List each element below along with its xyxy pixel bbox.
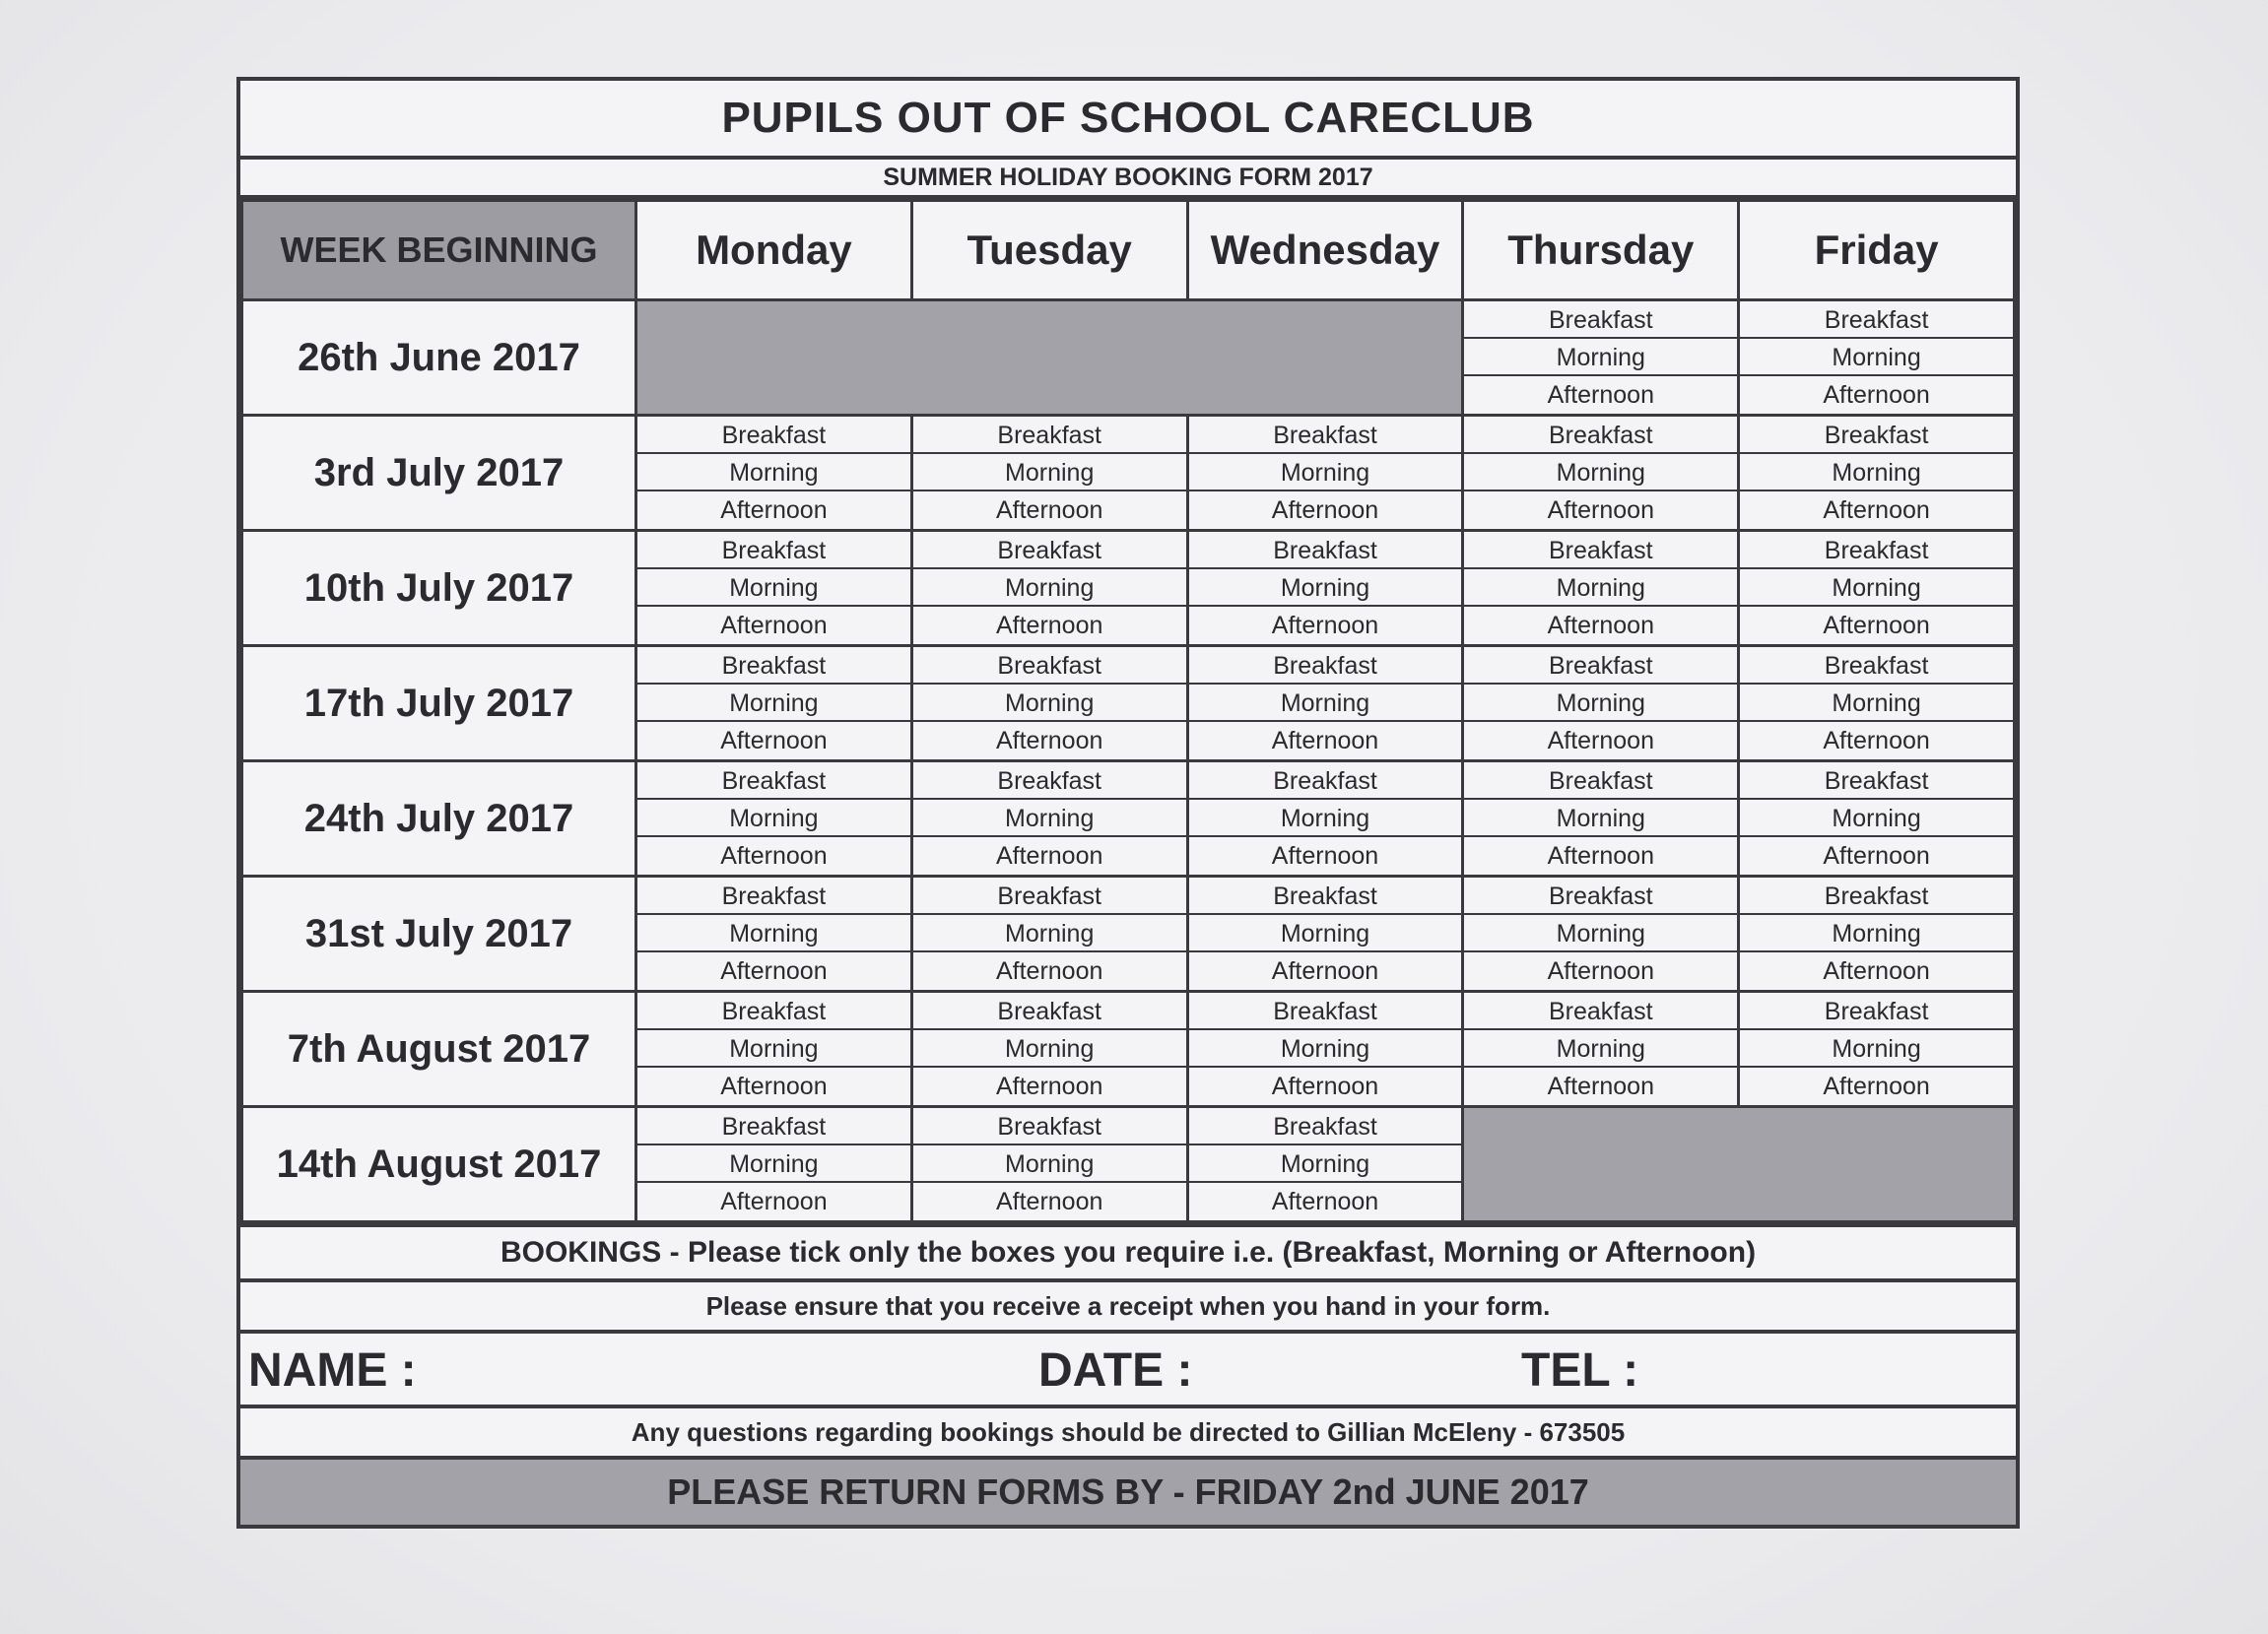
slot-breakfast-box[interactable]: Breakfast xyxy=(1464,301,1737,339)
day-slots-friday xyxy=(1739,300,2015,416)
form-subtitle: SUMMER HOLIDAY BOOKING FORM 2017 xyxy=(240,160,2016,199)
slot-morning-box[interactable]: Morning xyxy=(637,1030,910,1068)
slot-morning-box[interactable]: Morning xyxy=(1740,1030,2013,1068)
slot-breakfast-box[interactable]: Breakfast xyxy=(637,878,910,915)
week-label: 10th July 2017 xyxy=(242,531,636,646)
day-slots-wednesday xyxy=(1187,1107,1463,1222)
slot-afternoon-box[interactable]: Afternoon xyxy=(720,612,828,639)
week-row xyxy=(242,992,2015,1107)
day-slots-monday xyxy=(636,877,912,992)
day-slots-friday xyxy=(1739,416,2015,531)
slot-morning-box[interactable]: Morning xyxy=(1464,569,1737,607)
slot-afternoon-box[interactable]: Afternoon xyxy=(1547,957,1654,985)
slot-breakfast-box[interactable]: Breakfast xyxy=(913,532,1186,569)
slot-morning-box[interactable]: Morning xyxy=(1189,800,1462,837)
slot-breakfast-box[interactable]: Breakfast xyxy=(637,762,910,800)
slot-morning-box[interactable]: Morning xyxy=(1740,915,2013,952)
slot-morning-box[interactable]: Morning xyxy=(1740,569,2013,607)
slot-afternoon-box[interactable]: Afternoon xyxy=(1271,1073,1379,1100)
slot-morning-box[interactable]: Morning xyxy=(1740,454,2013,491)
slot-afternoon-box[interactable]: Afternoon xyxy=(1547,496,1654,524)
day-slots-friday xyxy=(1739,992,2015,1107)
slot-breakfast-box[interactable]: Breakfast xyxy=(1740,417,2013,454)
week-row xyxy=(242,761,2015,877)
day-slots-monday xyxy=(636,1107,912,1222)
slot-breakfast-box[interactable]: Breakfast xyxy=(913,647,1186,685)
day-slots-friday xyxy=(1739,761,2015,877)
slot-afternoon-box[interactable]: Afternoon xyxy=(1547,842,1654,870)
slot-morning-box[interactable]: Morning xyxy=(1189,1145,1462,1183)
slot-breakfast-box[interactable]: Breakfast xyxy=(1740,647,2013,685)
slot-morning-box[interactable]: Morning xyxy=(637,800,910,837)
slot-afternoon-box[interactable]: Afternoon xyxy=(995,957,1103,985)
return-deadline-banner: PLEASE RETURN FORMS BY - FRIDAY 2nd JUNE 2017 xyxy=(240,1460,2016,1525)
day-slots-tuesday xyxy=(911,1107,1187,1222)
week-label: 26th June 2017 xyxy=(242,300,636,416)
slot-afternoon-box[interactable]: Afternoon xyxy=(720,727,828,754)
slot-breakfast-box[interactable]: Breakfast xyxy=(913,1108,1186,1145)
day-slots-wednesday xyxy=(1187,761,1463,877)
slot-breakfast-box[interactable]: Breakfast xyxy=(1464,878,1737,915)
slot-breakfast-box[interactable]: Breakfast xyxy=(1189,878,1462,915)
slot-breakfast-box[interactable]: Breakfast xyxy=(637,417,910,454)
slot-breakfast-box[interactable]: Breakfast xyxy=(637,1108,910,1145)
day-slots-tuesday xyxy=(911,877,1187,992)
slot-breakfast-box[interactable]: Breakfast xyxy=(1189,532,1462,569)
day-slots-friday xyxy=(1739,531,2015,646)
slot-morning-box[interactable]: Morning xyxy=(913,569,1186,607)
slot-breakfast-box[interactable]: Breakfast xyxy=(1464,993,1737,1030)
slot-morning-box[interactable]: Morning xyxy=(913,1030,1186,1068)
week-row xyxy=(242,646,2015,761)
slot-breakfast-box[interactable]: Breakfast xyxy=(637,993,910,1030)
slot-breakfast-box[interactable]: Breakfast xyxy=(1464,532,1737,569)
slot-morning-box[interactable]: Morning xyxy=(1189,915,1462,952)
slot-breakfast-box[interactable]: Breakfast xyxy=(1740,532,2013,569)
day-slots-tuesday xyxy=(911,646,1187,761)
day-slots-friday xyxy=(1739,877,2015,992)
slot-afternoon-box[interactable]: Afternoon xyxy=(720,1188,828,1215)
day-header-tuesday: Tuesday xyxy=(911,201,1187,300)
name-field-label[interactable]: NAME : xyxy=(248,1344,417,1397)
slot-afternoon-box[interactable]: Afternoon xyxy=(1271,496,1379,524)
slot-afternoon-box[interactable]: Afternoon xyxy=(995,496,1103,524)
day-slots-monday xyxy=(636,531,912,646)
day-slots-tuesday xyxy=(911,761,1187,877)
day-slots-monday xyxy=(636,761,912,877)
form-title: PUPILS OUT OF SCHOOL CARECLUB xyxy=(240,81,2016,160)
day-slots-wednesday xyxy=(1187,531,1463,646)
contact-note: Any questions regarding bookings should be directed to Gillian McEleny - 673505 xyxy=(240,1408,2016,1460)
slot-breakfast-box[interactable]: Breakfast xyxy=(1464,647,1737,685)
day-slots-thursday xyxy=(1463,416,1739,531)
slot-afternoon-box[interactable]: Afternoon xyxy=(1547,727,1654,754)
slot-breakfast-box[interactable]: Breakfast xyxy=(1464,762,1737,800)
day-slots-wednesday xyxy=(1187,992,1463,1107)
slot-afternoon-box[interactable]: Afternoon xyxy=(995,1073,1103,1100)
day-slots-thursday xyxy=(1463,531,1739,646)
week-row xyxy=(242,300,2015,416)
receipt-note: Please ensure that you receive a receipt when you hand in your form. xyxy=(240,1282,2016,1334)
week-row xyxy=(242,416,2015,531)
slot-breakfast-box[interactable]: Breakfast xyxy=(1740,993,2013,1030)
day-slots-wednesday xyxy=(1187,416,1463,531)
slot-morning-box[interactable]: Morning xyxy=(1464,1030,1737,1068)
slot-morning-box[interactable]: Morning xyxy=(1189,685,1462,722)
day-slots-thursday xyxy=(1463,992,1739,1107)
slot-morning-box[interactable]: Morning xyxy=(1740,800,2013,837)
slot-breakfast-box[interactable]: Breakfast xyxy=(1740,301,2013,339)
slot-morning-box[interactable]: Morning xyxy=(637,1145,910,1183)
slot-morning-box[interactable]: Morning xyxy=(637,454,910,491)
slot-afternoon-box[interactable]: Afternoon xyxy=(1271,727,1379,754)
slot-afternoon-box[interactable]: Afternoon xyxy=(1823,727,1930,754)
day-slots-tuesday xyxy=(911,416,1187,531)
booking-grid-body xyxy=(242,300,2015,1222)
slot-breakfast-box[interactable]: Breakfast xyxy=(1189,993,1462,1030)
slot-breakfast-box[interactable]: Breakfast xyxy=(637,647,910,685)
week-label: 14th August 2017 xyxy=(242,1107,636,1222)
slot-morning-box[interactable]: Morning xyxy=(637,685,910,722)
slot-morning-box[interactable]: Morning xyxy=(913,800,1186,837)
day-slots-thursday xyxy=(1463,646,1739,761)
day-slots-thursday xyxy=(1463,877,1739,992)
slot-afternoon-box[interactable]: Afternoon xyxy=(720,496,828,524)
day-slots-tuesday xyxy=(911,531,1187,646)
slot-morning-box[interactable]: Morning xyxy=(1464,339,1737,376)
day-header-monday: Monday xyxy=(636,201,912,300)
day-slots-tuesday xyxy=(911,992,1187,1107)
slot-afternoon-box[interactable]: Afternoon xyxy=(1271,612,1379,639)
day-header-friday: Friday xyxy=(1739,201,2015,300)
slot-afternoon-box[interactable]: Afternoon xyxy=(720,1073,828,1100)
slot-afternoon-box[interactable]: Afternoon xyxy=(1547,381,1654,409)
slot-breakfast-box[interactable]: Breakfast xyxy=(1740,762,2013,800)
slot-morning-box[interactable]: Morning xyxy=(637,915,910,952)
slot-breakfast-box[interactable]: Breakfast xyxy=(913,417,1186,454)
header-row xyxy=(242,201,2015,300)
slot-morning-box[interactable]: Morning xyxy=(1740,339,2013,376)
slot-morning-box[interactable]: Morning xyxy=(913,1145,1186,1183)
booking-grid xyxy=(240,199,2016,1223)
week-label: 17th July 2017 xyxy=(242,646,636,761)
slot-afternoon-box[interactable]: Afternoon xyxy=(1823,381,1930,409)
date-field-label[interactable]: DATE : xyxy=(1038,1344,1193,1397)
slot-afternoon-box[interactable]: Afternoon xyxy=(995,842,1103,870)
slot-breakfast-box[interactable]: Breakfast xyxy=(1189,417,1462,454)
slot-breakfast-box[interactable]: Breakfast xyxy=(913,762,1186,800)
week-label: 24th July 2017 xyxy=(242,761,636,877)
slot-afternoon-box[interactable]: Afternoon xyxy=(995,1188,1103,1215)
slot-afternoon-box[interactable]: Afternoon xyxy=(1271,1188,1379,1215)
unavailable-block xyxy=(636,300,1463,416)
week-row xyxy=(242,877,2015,992)
week-label: 3rd July 2017 xyxy=(242,416,636,531)
booking-form xyxy=(236,77,2020,1529)
tel-field-label[interactable]: TEL : xyxy=(1521,1344,1639,1397)
slot-morning-box[interactable]: Morning xyxy=(1189,569,1462,607)
slot-morning-box[interactable]: Morning xyxy=(913,915,1186,952)
slot-afternoon-box[interactable]: Afternoon xyxy=(1271,842,1379,870)
week-label: 31st July 2017 xyxy=(242,877,636,992)
slot-morning-box[interactable]: Morning xyxy=(1464,800,1737,837)
slot-afternoon-box[interactable]: Afternoon xyxy=(1823,612,1930,639)
slot-morning-box[interactable]: Morning xyxy=(1189,454,1462,491)
slot-afternoon-box[interactable]: Afternoon xyxy=(1823,842,1930,870)
slot-breakfast-box[interactable]: Breakfast xyxy=(637,532,910,569)
day-slots-wednesday xyxy=(1187,877,1463,992)
slot-afternoon-box[interactable]: Afternoon xyxy=(720,957,828,985)
day-slots-wednesday xyxy=(1187,646,1463,761)
day-header-thursday: Thursday xyxy=(1463,201,1739,300)
slot-breakfast-box[interactable]: Breakfast xyxy=(1189,647,1462,685)
week-row xyxy=(242,531,2015,646)
slot-morning-box[interactable]: Morning xyxy=(1740,685,2013,722)
day-slots-monday xyxy=(636,646,912,761)
slot-afternoon-box[interactable]: Afternoon xyxy=(995,612,1103,639)
slot-afternoon-box[interactable]: Afternoon xyxy=(1271,957,1379,985)
slot-breakfast-box[interactable]: Breakfast xyxy=(913,878,1186,915)
slot-afternoon-box[interactable]: Afternoon xyxy=(1547,1073,1654,1100)
slot-breakfast-box[interactable]: Breakfast xyxy=(1740,878,2013,915)
unavailable-block xyxy=(1463,1107,2015,1222)
week-beginning-header: WEEK BEGINNING xyxy=(242,201,636,300)
day-slots-thursday xyxy=(1463,300,1739,416)
day-slots-friday xyxy=(1739,646,2015,761)
slot-morning-box[interactable]: Morning xyxy=(1464,915,1737,952)
day-slots-thursday xyxy=(1463,761,1739,877)
contact-fields-row xyxy=(240,1334,2016,1408)
slot-afternoon-box[interactable]: Afternoon xyxy=(1823,1073,1930,1100)
slot-afternoon-box[interactable]: Afternoon xyxy=(1823,496,1930,524)
slot-morning-box[interactable]: Morning xyxy=(913,685,1186,722)
day-header-wednesday: Wednesday xyxy=(1187,201,1463,300)
bookings-note: BOOKINGS - Please tick only the boxes you require i.e. (Breakfast, Morning or Afternoon) xyxy=(240,1223,2016,1282)
slot-morning-box[interactable]: Morning xyxy=(1464,685,1737,722)
slot-afternoon-box[interactable]: Afternoon xyxy=(720,842,828,870)
slot-morning-box[interactable]: Morning xyxy=(1189,1030,1462,1068)
day-slots-monday xyxy=(636,992,912,1107)
slot-breakfast-box[interactable]: Breakfast xyxy=(1189,1108,1462,1145)
slot-morning-box[interactable]: Morning xyxy=(913,454,1186,491)
slot-afternoon-box[interactable]: Afternoon xyxy=(995,727,1103,754)
week-label: 7th August 2017 xyxy=(242,992,636,1107)
slot-breakfast-box[interactable]: Breakfast xyxy=(913,993,1186,1030)
slot-afternoon-box[interactable]: Afternoon xyxy=(1823,957,1930,985)
week-row xyxy=(242,1107,2015,1222)
slot-morning-box[interactable]: Morning xyxy=(1464,454,1737,491)
slot-breakfast-box[interactable]: Breakfast xyxy=(1189,762,1462,800)
slot-morning-box[interactable]: Morning xyxy=(637,569,910,607)
day-slots-monday xyxy=(636,416,912,531)
slot-afternoon-box[interactable]: Afternoon xyxy=(1547,612,1654,639)
slot-breakfast-box[interactable]: Breakfast xyxy=(1464,417,1737,454)
